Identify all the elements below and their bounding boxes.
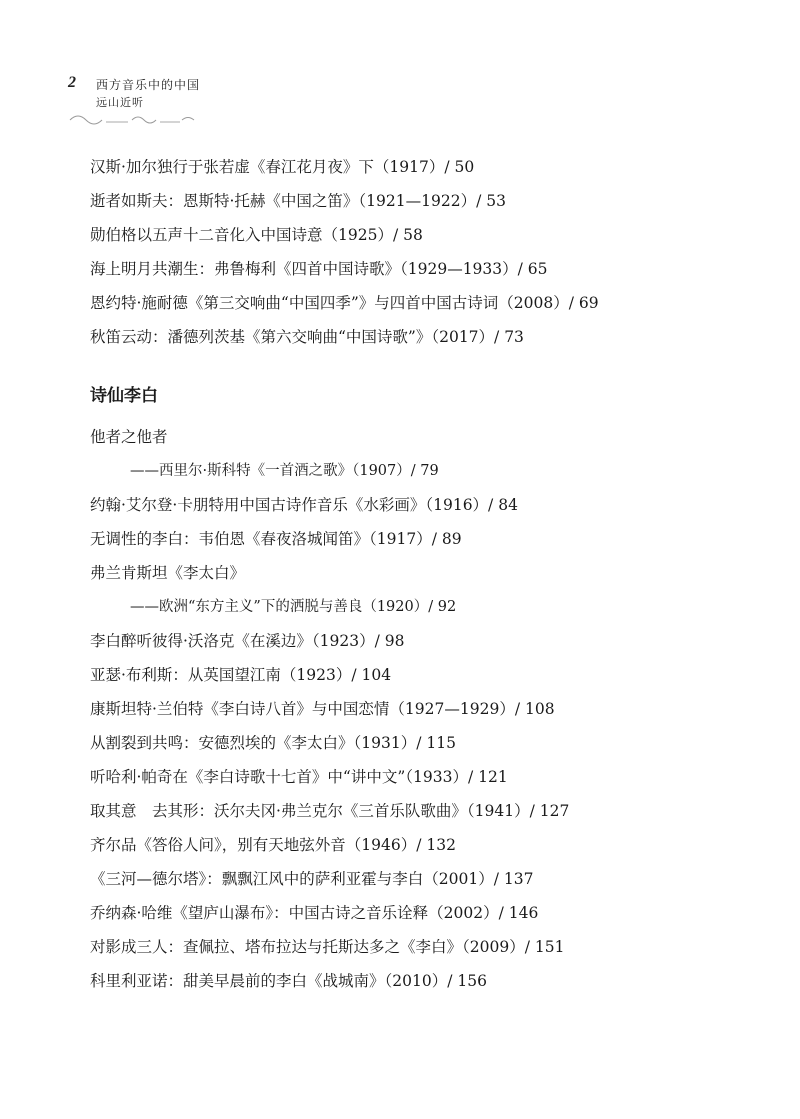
toc-entry: 弗兰肯斯坦《李太白》 xyxy=(90,564,246,582)
toc-part-1 xyxy=(90,150,740,354)
toc-entry: 逝者如斯夫：恩斯特·托赫《中国之笛》（1921—1922）/ 53 xyxy=(90,192,506,210)
page-number: 2 xyxy=(68,74,76,91)
toc-entry: 取其意 去其形：沃尔夫冈·弗兰克尔《三首乐队歌曲》（1941）/ 127 xyxy=(90,802,570,820)
toc-entry: 李白醉听彼得·沃洛克《在溪边》（1923）/ 98 xyxy=(90,632,405,650)
toc-entry: 从割裂到共鸣：安德烈埃的《李太白》（1931）/ 115 xyxy=(90,734,456,752)
toc-entry: 康斯坦特·兰伯特《李白诗八首》与中国恋情（1927—1929）/ 108 xyxy=(90,700,555,718)
toc-subentry: ——欧洲“东方主义”下的洒脱与善良（1920）/ 92 xyxy=(130,599,457,615)
toc-entry: 对影成三人：查佩拉、塔布拉达与托斯达多之《李白》（2009）/ 151 xyxy=(90,938,565,956)
toc-entry: 勋伯格以五声十二音化入中国诗意（1925）/ 58 xyxy=(90,226,423,244)
toc-entry: 恩约特·施耐德《第三交响曲“中国四季”》与四首中国古诗词（2008）/ 69 xyxy=(90,294,599,312)
table-of-contents xyxy=(90,150,740,998)
toc-entry: 约翰·艾尔登·卡朋特用中国古诗作音乐《水彩画》（1916）/ 84 xyxy=(90,496,518,514)
toc-entry: 《三河—德尔塔》：飘飘江风中的萨利亚霍与李白（2001）/ 137 xyxy=(90,870,534,888)
toc-entry: 齐尔品《答俗人问》，别有天地弦外音（1946）/ 132 xyxy=(90,836,456,854)
toc-entry: 汉斯·加尔独行于张若虚《春江花月夜》下（1917）/ 50 xyxy=(90,158,475,176)
wave-ornament-icon xyxy=(68,110,198,126)
book-title: 西方音乐中的中国 xyxy=(96,78,201,92)
book-subtitle: 远山近听 xyxy=(96,96,144,109)
toc-entry: 科里利亚诺：甜美早晨前的李白《战城南》（2010）/ 156 xyxy=(90,972,487,990)
toc-entry: 听哈利·帕奇在《李白诗歌十七首》中“讲中文”（1933）/ 121 xyxy=(90,768,508,786)
section-gap xyxy=(90,354,740,376)
toc-entry: 无调性的李白：韦伯恩《春夜洛城闻笛》（1917）/ 89 xyxy=(90,530,462,548)
toc-entry: 海上明月共潮生：弗鲁梅利《四首中国诗歌》（1929—1933）/ 65 xyxy=(90,260,548,278)
toc-entry: 亚瑟·布利斯：从英国望江南（1923）/ 104 xyxy=(90,666,392,684)
toc-subentry: ——西里尔·斯科特《一首酒之歌》（1907）/ 79 xyxy=(130,463,439,479)
toc-entry: 他者之他者 xyxy=(90,428,168,446)
toc-entry: 秋笛云动：潘德列茨基《第六交响曲“中国诗歌”》（2017）/ 73 xyxy=(90,328,524,346)
section-heading: 诗仙李白 xyxy=(90,386,158,406)
toc-entry: 乔纳森·哈维《望庐山瀑布》：中国古诗之音乐诠释（2002）/ 146 xyxy=(90,904,539,922)
toc-part-2 xyxy=(90,420,740,998)
